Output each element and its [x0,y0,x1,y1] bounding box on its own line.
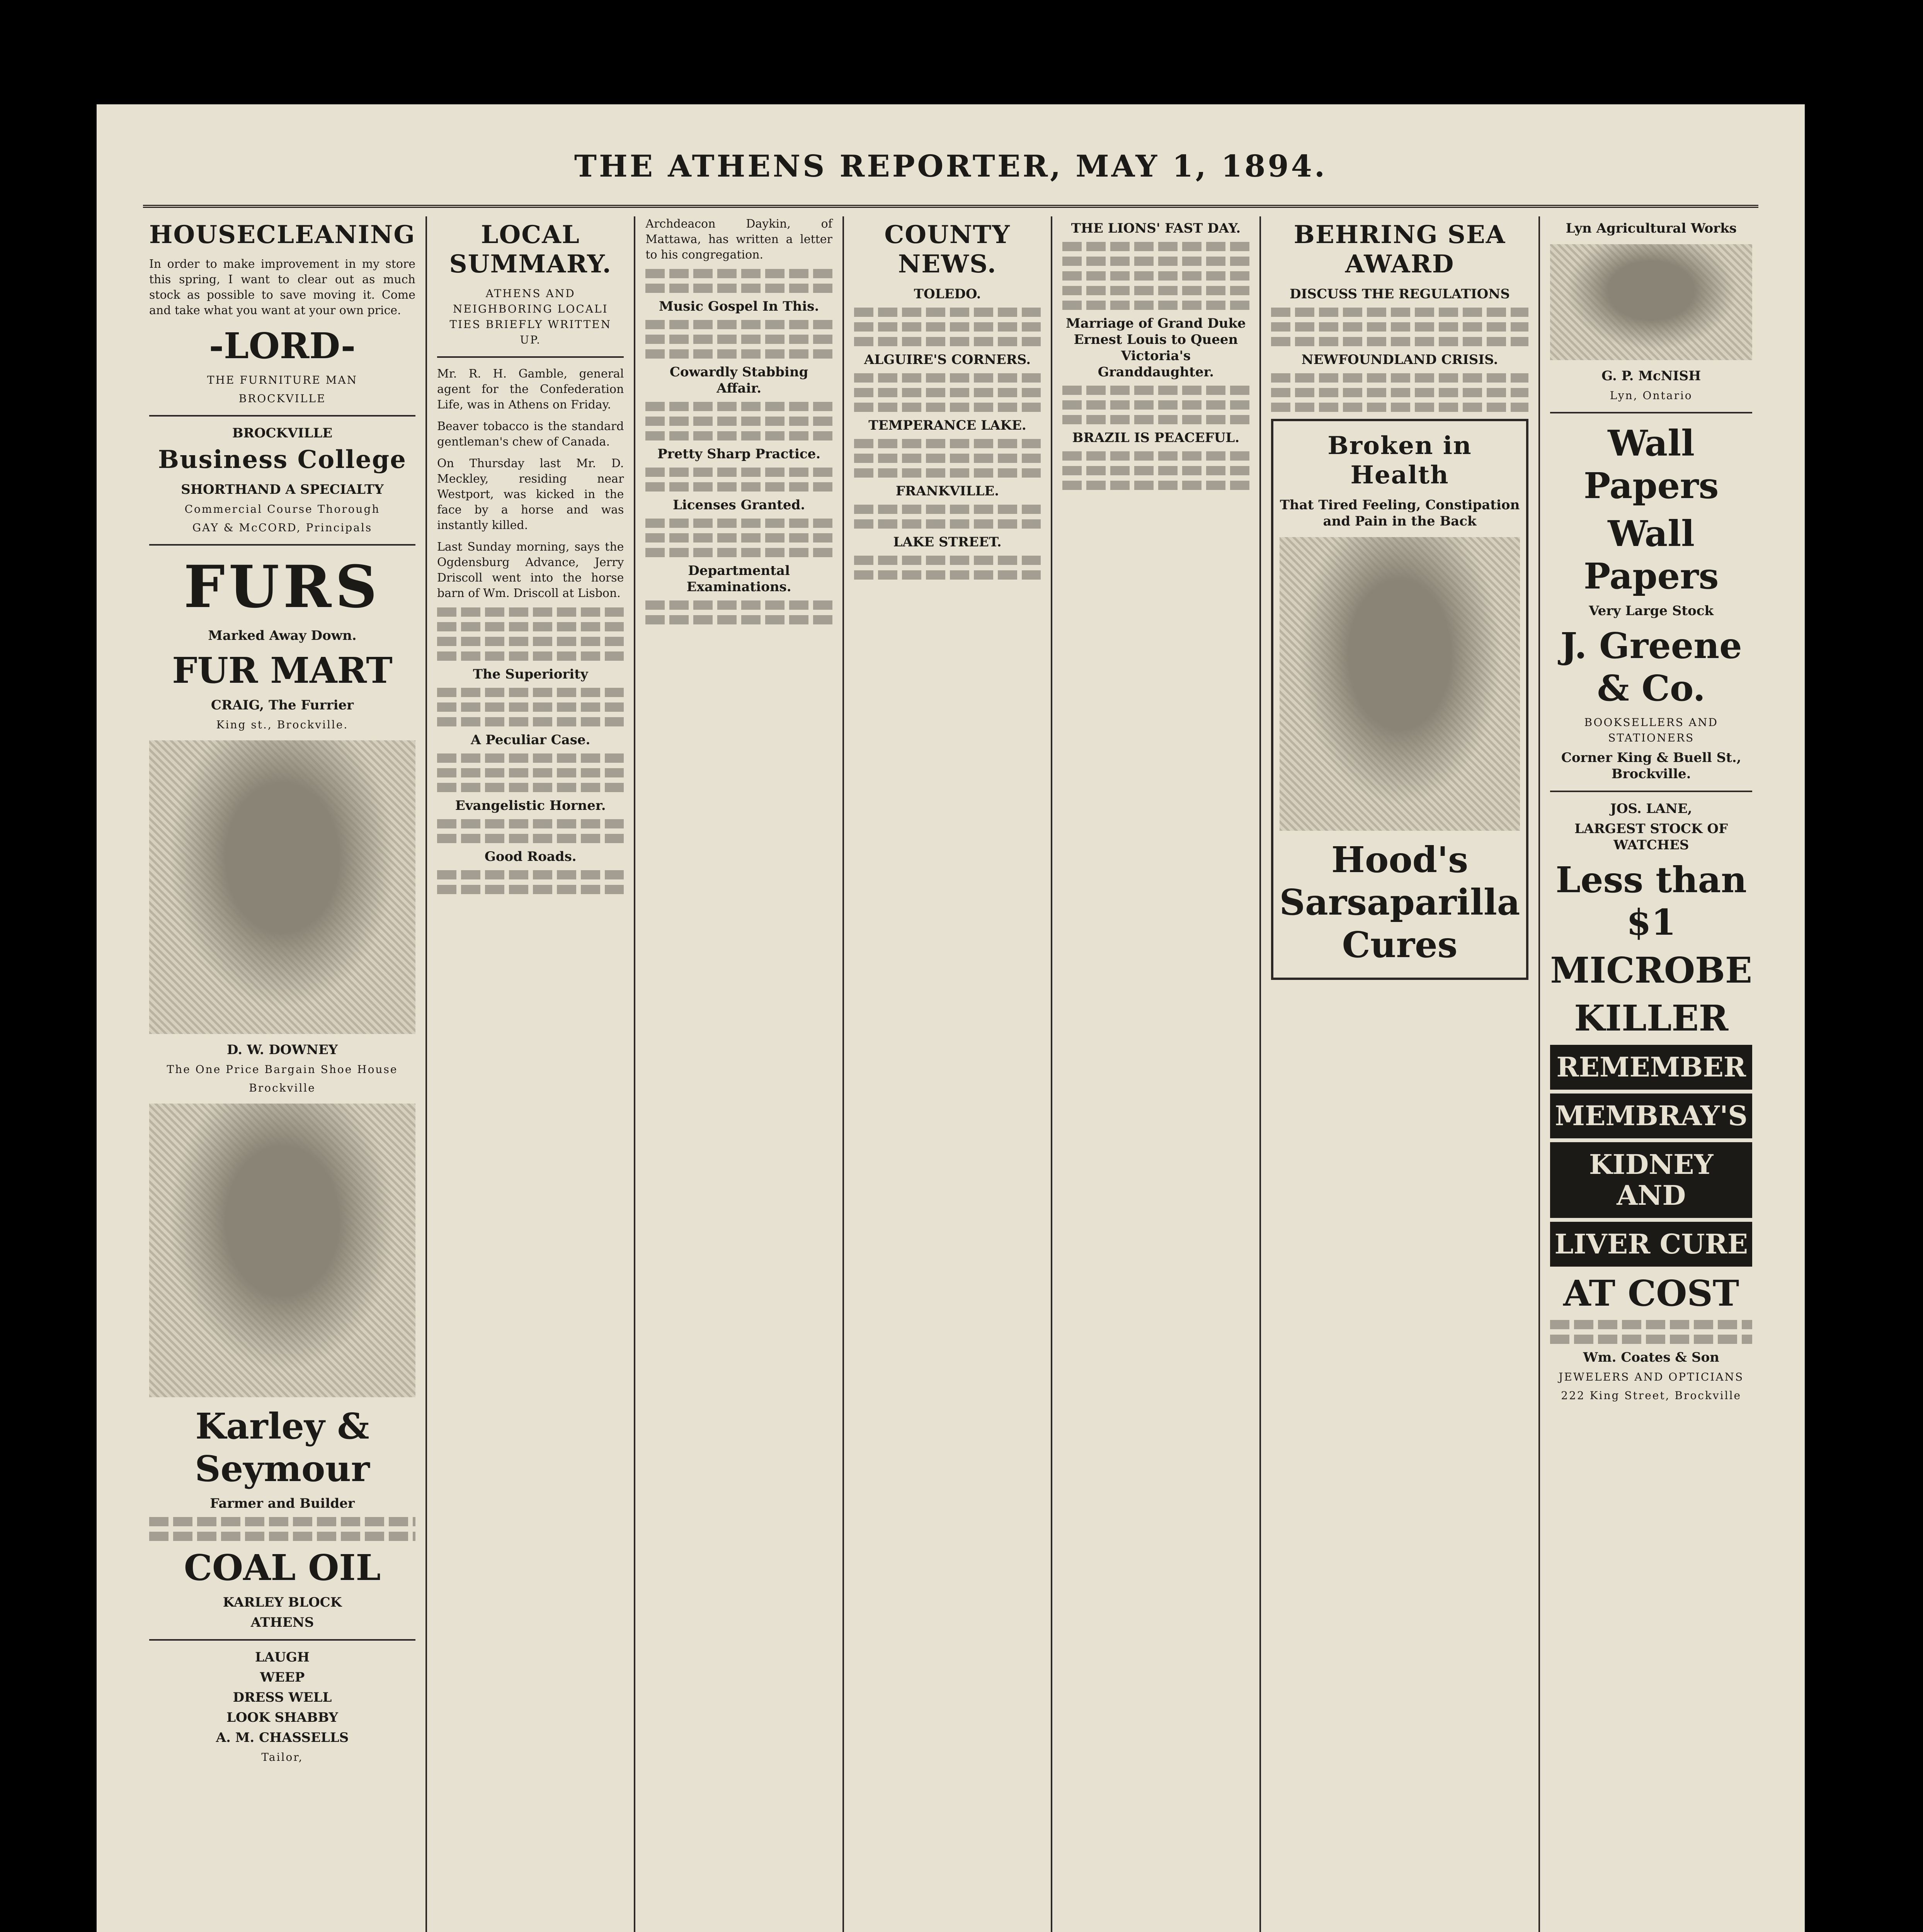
heading-gospel: Music Gospel In This. [659,299,819,314]
remember: REMEMBER [1550,1045,1752,1090]
text-line [645,533,832,543]
text-line [437,607,624,617]
karley-seymour: Karley & Seymour [195,1405,370,1490]
text-line [645,320,832,329]
downey: D. W. DOWNEY [226,1042,338,1058]
microbe: MICROBE [1550,949,1752,991]
text-line [854,570,1041,580]
frankville: FRANKVILLE. [895,483,999,499]
kettle-illustration [1550,244,1752,360]
text-line [437,885,624,894]
membray: MEMBRAY'S [1550,1094,1752,1138]
text-line [645,349,832,359]
housecleaning-text: In order to make improvement in my store this spring, I want to clear out as much stock as possible to save moving it. Come and take what you want at your own price. [149,257,415,317]
coates: Wm. Coates & Son [1583,1350,1719,1365]
torn-edge-top [97,58,1805,104]
text-line [854,556,1041,565]
hoods-ad [1271,419,1529,980]
karley-athens: ATHENS [250,1615,314,1630]
laugh: LAUGH [255,1650,310,1665]
column-4 [844,216,1052,1932]
paragraph: On Thursday last Mr. D. Meckley, residing near Westport, was kicked in the face by a horse and was instantly killed. [437,457,624,532]
karley-block: KARLEY BLOCK [223,1595,342,1610]
heading-peculiar: A Peculiar Case. [471,732,591,748]
lions-fast-day: THE LIONS' FAST DAY. [1071,221,1241,236]
column-5 [1052,216,1261,1932]
broken-health: Broken in Health [1327,431,1472,490]
broken-sub: That Tired Feeling, Constipation and Pain in the Back [1280,497,1520,529]
coates-sub: JEWELERS AND OPTICIANS [1559,1371,1744,1383]
text-line [437,717,624,726]
text-line [1062,481,1249,490]
text-line [149,1532,415,1541]
divider [149,415,415,417]
farmer-illustration [149,1104,415,1397]
text-line [1271,373,1529,383]
text-line [437,651,624,661]
text-line [1062,386,1249,395]
craig-furrier: CRAIG, The Furrier [211,697,354,713]
karley-sub: Farmer and Builder [210,1496,355,1511]
hoods-cures: Hood's Sarsaparilla Cures [1279,839,1520,966]
heading-exams: Departmental Examinations. [686,563,791,595]
less-than: Less than $1 [1555,859,1747,943]
newfoundland: NEWFOUNDLAND CRISIS. [1301,352,1498,367]
dress-well: DRESS WELL [233,1690,332,1705]
column-3 [635,216,844,1932]
behring-title: BEHRING SEA AWARD [1293,220,1506,279]
text-line [854,308,1041,317]
column-7 [1540,216,1762,1932]
text-line [854,322,1041,332]
divider [149,544,415,546]
toledo: TOLEDO. [914,286,981,302]
text-line [645,284,832,293]
text-line [645,402,832,411]
kidney: KIDNEY AND [1550,1142,1752,1218]
text-line [645,548,832,557]
text-line [1550,1335,1752,1344]
greene-sub: BOOKSELLERS AND STATIONERS [1584,716,1718,744]
text-line [437,637,624,646]
text-line [1062,451,1249,461]
local-summary-title: LOCAL SUMMARY. [449,220,612,279]
portrait-illustration [1280,537,1520,831]
lyn-works: Lyn Agricultural Works [1566,221,1737,236]
paragraph: Beaver tobacco is the standard gentleman's chew of Canada. [437,420,624,449]
downey-sub: The One Price Bargain Shoe House [167,1063,398,1076]
text-line [149,1517,415,1526]
column-1 [139,216,427,1932]
greene: J. Greene & Co. [1560,625,1742,709]
liver-cure: LIVER CURE [1550,1222,1752,1267]
text-line [1271,337,1529,346]
paragraph: Mr. R. H. Gamble, general agent for the Confederation Life, was in Athens on Friday. [437,367,624,412]
text-line [437,870,624,879]
craig-address: King st., Brockville. [216,718,349,731]
text-line [645,600,832,610]
weep: WEEP [260,1670,305,1685]
text-line [437,783,624,792]
lord-town: BROCKVILLE [238,392,326,405]
at-cost: AT COST [1563,1272,1739,1314]
heading-marriage: Marriage of Grand Duke Ernest Louis to Queen Victoria's Granddaughter. [1066,316,1246,380]
downey-town: Brockville [249,1082,316,1094]
text-line [1062,271,1249,281]
masthead: THE ATHENS REPORTER, MAY 1, 1894. [143,128,1758,208]
alguire: ALGUIRE'S CORNERS. [864,352,1031,367]
text-line [437,688,624,697]
text-line [645,269,832,278]
lane: JOS. LANE, [1610,801,1692,816]
text-line [645,417,832,426]
marked-down: Marked Away Down. [208,628,357,643]
college-town: BROCKVILLE [232,425,333,441]
large-stock: Very Large Stock [1589,603,1714,619]
text-line [1062,301,1249,310]
text-line [1271,388,1529,397]
text-line [645,615,832,624]
text-line [645,482,832,492]
heading-practice: Pretty Sharp Practice. [657,446,821,462]
text-line [437,702,624,712]
shorthand: SHORTHAND A SPECIALTY [181,482,384,497]
text-line [854,439,1041,448]
text-line [645,468,832,477]
lake-street: LAKE STREET. [893,534,1002,550]
heading-stabbing: Cowardly Stabbing Affair. [669,364,808,396]
tailor: Tailor, [261,1751,303,1764]
column-6 [1261,216,1540,1932]
heading-superiority: The Superiority [473,667,588,682]
commercial-course: Commercial Course Thorough [184,503,380,515]
text-line [1062,466,1249,475]
coal-oil: COAL OIL [184,1547,381,1588]
local-summary-subtitle: ATHENS AND NEIGHBORING LOCALI TIES BRIEFLY WRITTEN UP. [449,287,612,346]
text-line [854,373,1041,383]
furniture-man: THE FURNITURE MAN [207,374,358,386]
text-line [1271,308,1529,317]
boot-illustration [149,740,415,1034]
text-line [1062,400,1249,410]
furs-title: FURS [184,553,381,621]
text-line [854,403,1041,412]
text-line [645,519,832,528]
coates-address: 222 King Street, Brockville [1561,1389,1742,1402]
text-line [1062,286,1249,295]
chassells: A. M. CHASSELLS [216,1730,349,1745]
text-line [854,519,1041,529]
text-line [437,768,624,777]
text-line [1062,415,1249,424]
text-line [854,388,1041,397]
text-line [1062,257,1249,266]
county-news-title: COUNTY NEWS. [884,220,1011,279]
heading-licenses: Licenses Granted. [672,497,805,513]
greene-address: Corner King & Buell St., Brockville. [1561,750,1741,782]
lane-sub: LARGEST STOCK OF WATCHES [1574,821,1728,853]
behring-subtitle: DISCUSS THE REGULATIONS [1290,286,1510,302]
newspaper-page [97,58,1805,1932]
text-line [645,335,832,344]
text-line [437,622,624,631]
text-line [437,753,624,763]
text-line [854,454,1041,463]
text-line [437,819,624,828]
text-line [854,468,1041,478]
look-shabby: LOOK SHABBY [226,1710,338,1725]
text-line [854,505,1041,514]
column-2 [427,216,635,1932]
heading-roads: Good Roads. [484,849,577,864]
business-college: Business College [158,445,407,474]
paragraph: Archdeacon Daykin, of Mattawa, has written a letter to his congregation. [645,217,832,262]
text-line [1550,1320,1752,1329]
divider [437,356,624,358]
heading-evangelistic: Evangelistic Horner. [455,798,606,813]
text-line [437,834,624,843]
heading-brazil: BRAZIL IS PEACEFUL. [1072,430,1240,446]
housecleaning-title: HOUSECLEANING [149,220,415,249]
mcnish: G. P. McNISH [1601,368,1701,384]
divider [1550,791,1752,792]
paragraph: Last Sunday morning, says the Ogdensburg Advance, Jerry Driscoll went into the horse barn of Wm. Driscoll at Lisbon. [437,540,624,600]
divider [1550,412,1752,413]
divider [149,1639,415,1641]
text-line [1271,403,1529,412]
killer: KILLER [1574,997,1729,1039]
wall-papers-1: Wall Papers [1583,422,1719,507]
lyn-town: Lyn, Ontario [1610,389,1693,402]
temperance: TEMPERANCE LAKE. [868,418,1026,433]
text-line [1271,322,1529,332]
principals: GAY & McCORD, Principals [192,521,373,534]
text-line [645,431,832,440]
text-line [1062,242,1249,251]
wall-papers-2: Wall Papers [1583,513,1719,597]
fur-mart: FUR MART [172,650,393,691]
text-line [854,337,1041,346]
columns [139,216,1762,1932]
lord-title: -LORD- [209,325,356,367]
